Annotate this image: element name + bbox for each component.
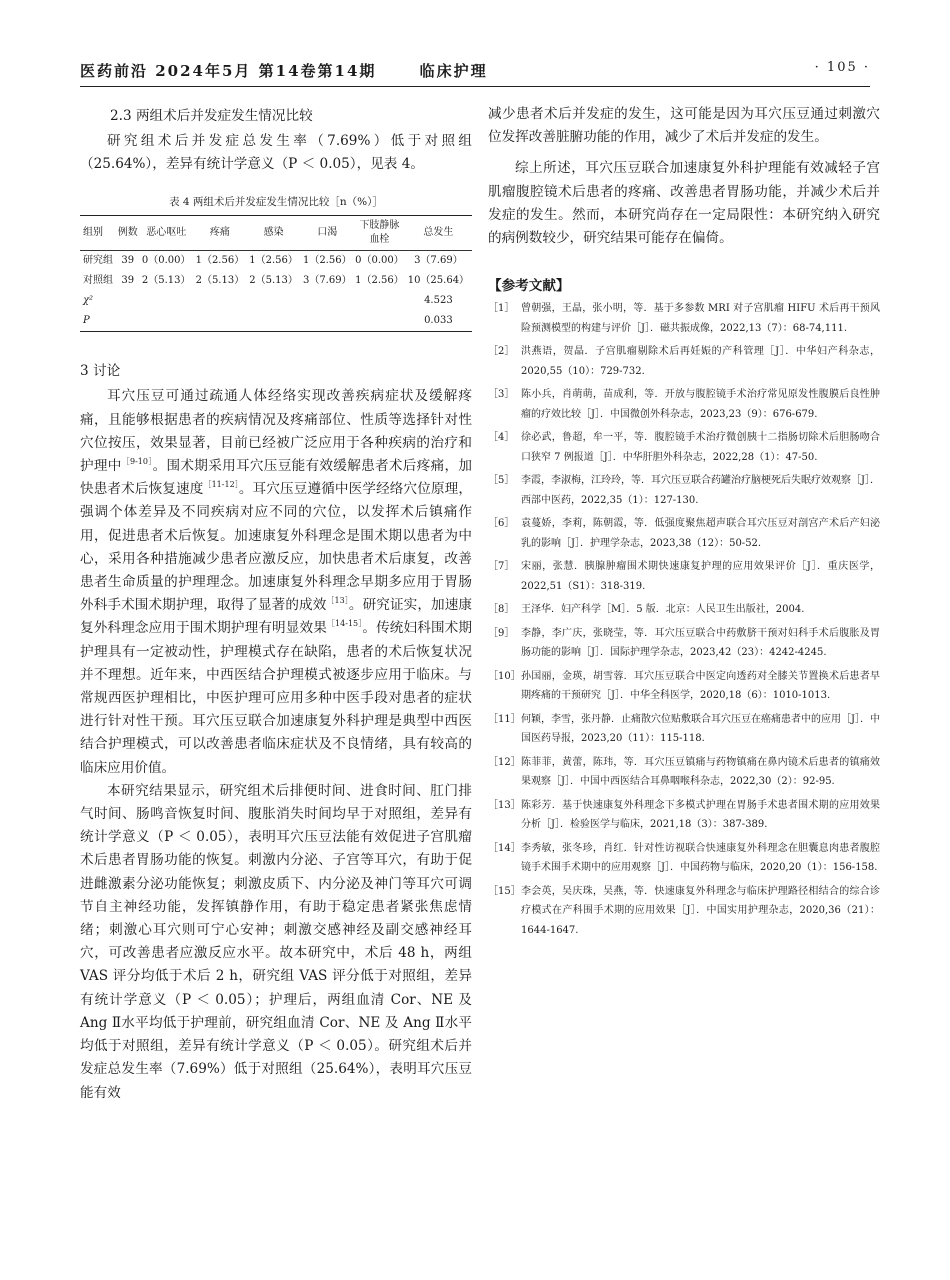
table-cell: 1（2.56） (355, 275, 404, 287)
table-cell (247, 311, 301, 332)
reference-item: ［11］ 何颖，李雪，张丹静．止痛散穴位贴敷联合耳穴压豆在癌痛患者中的应用［J］．中国医药导报，2023,20（11）：115-118. (488, 713, 881, 745)
reference-item: ［2］ 洪燕语，贺晶．子宫肌瘤剔除术后再妊娠的产科管理［J］．中华妇产科杂志，2020,55（10）：729-732. (488, 346, 880, 377)
citation: ［13］ (326, 596, 349, 606)
table-cell: 0.033 (405, 311, 472, 332)
reference-item: ［12］ 陈菲菲，黄蕾，陈玮，等．耳穴压豆镇痛与药物镇痛在鼻内镜术后患者的镇痛效果观察［J］．中国中西医结合耳鼻咽喉科杂志，2022,30（2）：92-95. (488, 756, 880, 788)
table-row (80, 311, 472, 332)
table-cell: 1（2.56） (302, 255, 352, 267)
reference-item: ［1］ 曾朝强，王晶，张小明，等．基于多参数 MRI 对子宫肌瘤 HIFU 术后再干预风险预测模型的构建与评价［J］．磁共振成像，2022,13（7）：68-74,111. (488, 303, 880, 334)
table-cell (193, 291, 247, 311)
discussion-paragraph-2: 本研究结果显示，研究组术后排便时间、进食时间、肛门排气时间、肠鸣音恢复时间、腹胀消失时间均早于对照组，差异有统计学意义（P ＜ 0.05），表明耳穴压豆法能有效促进子宫肌瘤术后患者胃肠功能的恢复。刺激内分泌、子宫等耳穴，有助于促进雌激素分泌功能恢复；刺激皮质下、内分泌及神门等耳穴可调节自主神经功能，发挥镇静作用，有助于稳定患者紧张焦虑情绪；刺激心耳穴则可宁心安神；刺激交感神经及副交感神经耳穴，可改善患者应激反应水平。故本研究中，术后 48 h，两组 VAS 评分均低于术后 2 h，研究组 VAS 评分低于对照组，差异有统计学意义（P ＜ 0.05）；护理后，两组血清 Cor、NE 及 Ang Ⅱ水平均低于护理前，研究组血清 Cor、NE 及 Ang Ⅱ水平均低于对照组，差异有统计学意义（P ＜ 0.05）。研究组术后并发症总发生率（7.69%）低于对照组（25.64%），表明耳穴压豆能有效 (80, 782, 472, 1101)
table-cell: 2（5.13） (195, 275, 245, 287)
table-cell (139, 291, 193, 311)
table-cell (247, 291, 301, 311)
reference-item: ［5］ 李霞，李淑梅，江玲玲，等．耳穴压豆联合药罐治疗脑梗死后失眠疗效观察［J］．西部中医药，2022,35（1）：127-130. (488, 475, 881, 506)
citation: ［11-12］ (203, 480, 239, 490)
references-title: 【参考文献】 (488, 278, 570, 295)
table-cell: 0（0.00） (141, 255, 191, 267)
table-cell: 研究组 (83, 255, 113, 267)
reference-item: ［3］ 陈小兵，肖萌萌，苗成利，等．开放与腹腔镜手术治疗常见原发性腹膜后良性肿瘤的疗效比较［J］．中国微创外科杂志，2023,23（9）：676-679. (488, 389, 880, 420)
discussion-paragraph-2-continued: 减少患者术后并发症的发生，这可能是因为耳穴压豆通过刺激穴位发挥改善脏腑功能的作用，减少了术后并发症的发生。 (488, 106, 880, 146)
reference-item: ［7］ 宋丽，张慧．胰腺肿瘤围术期快速康复护理的应用效果评价［J］．重庆医学，2022,51（S1）：318-319. (488, 561, 880, 592)
table-cell (354, 291, 405, 311)
table-header-cell: 下肢静脉血栓 (354, 216, 405, 251)
reference-item: ［10］ 孙国丽，金瑛，胡雪蓉．耳穴压豆联合中医定向透药对全膝关节置换术后患者早期疼痛的干预研究［J］．中华全科医学，2020,18（6）：1010-1013. (488, 670, 880, 702)
table-cell: 0（0.00） (355, 255, 404, 267)
table-cell: 39 (121, 275, 135, 287)
table-cell (116, 311, 139, 332)
discussion-paragraph-1: 耳穴压豆可通过疏通人体经络实现改善疾病症状及缓解疼痛，且能够根据患者的疾病情况及疼痛部位、性质等选择针对性穴位按压，效果显著，目前已经被广泛应用于各种疾病的治疗和护理中$^{[9-10]}$。围术期采用耳穴压豆能有效缓解患者术后疼痛，加快患者术后恢复速度$^{[11-12]}$。耳穴压豆遵循中医学经络穴位原理，强调个体差异及不同疾病对应不同的穴位，以发挥术后镇痛作用，促进患者术后恢复。加速康复外科理念是围术期以患者为中心，采用各种措施减少患者应激反应，加快患者术后康复，改善患者生命质量的护理理念。加速康复外科理念早期多应用于胃肠外科手术围术期护理，取得了显著的成效$^{[13]}$。研究证实，加速康复外科理念应用于围术期护理有明显效果$^{[14-15]}$。传统妇科围术期护理具有一定被动性，护理模式存在缺陷，患者的术后恢复状况并不理想。近年来，中西医结合护理模式被逐步应用于临床。与常规西医护理相比，中医护理可应用多种中医手段对患者的症状进行针对性干预。耳穴压豆联合加速康复外科护理是典型中西医结合护理模式，可以改善患者临床症状及不良情绪，具有较高的临床应用价值。 (80, 388, 473, 776)
table-cell: 2（5.13） (249, 275, 298, 287)
table-cell (354, 311, 405, 332)
table-cell (300, 311, 354, 332)
table-row (80, 271, 472, 291)
table-header-cell: 组别 (80, 216, 116, 251)
table-cell: χ² (83, 295, 94, 307)
reference-item: ［14］ 李秀敏，张冬珍，肖红．针对性访视联合快速康复外科理念在胆囊息肉患者腹腔镜手术围手术期中的应用观察［J］．中国药物与临床，2020,20（1）：156-158. (488, 842, 880, 874)
reference-list (488, 299, 880, 940)
page-number: · 105 · (814, 60, 870, 75)
journal-section: 临床护理 (419, 62, 488, 80)
table-cell: P (80, 311, 116, 332)
table-cell: 3（7.69） (414, 255, 463, 267)
table-cell: 4.523 (424, 295, 453, 307)
table-cell (139, 311, 193, 332)
reference-item: ［8］ 王泽华．妇产科学［M］．5 版．北京：人民卫生出版社，2004. (488, 604, 805, 616)
table-cell: 1（2.56） (195, 255, 245, 267)
running-header (80, 60, 870, 87)
table-cell: 10（25.64） (407, 275, 470, 287)
table-header-cell: 口渴 (300, 216, 354, 251)
table-cell: 1（2.56） (249, 255, 298, 267)
table-cell (193, 311, 247, 332)
table-header-cell: 疼痛 (193, 216, 247, 251)
reference-item: ［6］ 袁蔓娇，李莉，陈朝霞，等．低强度聚焦超声联合耳穴压豆对剖宫产术后产妇泌乳的影响［J］．护理学杂志，2023,38（12）：50-52. (488, 518, 880, 549)
journal-name: 医药前沿 (80, 62, 149, 80)
citation: ［14-15］ (326, 619, 363, 629)
table-header-cell: 例数 (116, 216, 139, 251)
journal-issue: 2024年5月 第14卷第14期 (155, 62, 377, 80)
section-2-3-paragraph: 研究组术后并发症总发生率（7.69%）低于对照组（25.64%），差异有统计学意义（P ＜ 0.05），见表 4。 (80, 133, 472, 173)
left-column (80, 103, 472, 1105)
table-header-cell: 感染 (247, 216, 301, 251)
right-column (488, 103, 880, 944)
table-4-caption: 表 4 两组术后并发症发生情况比较［n（%）］ (169, 196, 383, 209)
table-cell: 3（7.69） (302, 275, 352, 287)
table-4 (80, 215, 472, 332)
table-cell (300, 291, 354, 311)
table-cell: 39 (121, 255, 135, 267)
section-2-3-title: 2.3 两组术后并发症发生情况比较 (110, 108, 313, 124)
reference-item: ［4］ 徐必武，鲁超，牟一平，等．腹腔镜手术治疗微创胰十二指肠切除术后胆肠吻合口狭窄 7 例报道［J］．中华肝胆外科杂志，2022,28（1）：47-50. (488, 432, 880, 463)
table-row (80, 251, 472, 272)
table-cell: 对照组 (83, 275, 113, 287)
table-header-row (80, 216, 472, 251)
reference-item: ［13］ 陈彩芳．基于快速康复外科理念下多模式护理在胃肠手术患者围术期的应用效果分析［J］．检验医学与临床，2021,18（3）：387-389. (488, 799, 880, 831)
reference-item: ［15］ 李会英，吴庆珠，吴燕，等．快速康复外科理念与临床护理路径相结合的综合诊疗模式在产科围手术期的应用效果［J］．中国实用护理杂志，2020,36（21）：1644-1647. (488, 885, 880, 936)
table-header-cell: 恶心呕吐 (139, 216, 193, 251)
reference-item: ［9］ 李静，李广庆，张晓莹，等．耳穴压豆联合中药敷脐干预对妇科手术后腹胀及胃肠功能的影响［J］．国际护理学杂志，2023,42（23）：4242-4245. (488, 627, 880, 659)
conclusion-paragraph: 综上所述，耳穴压豆联合加速康复外科护理能有效减轻子宫肌瘤腹腔镜术后患者的疼痛、改善患者胃肠功能，并减少术后并发症的发生。然而，本研究尚存在一定局限性：本研究纳入研究的病例数较少，研究结果可能存在偏倚。 (488, 160, 880, 247)
section-3-title: 3 讨论 (80, 363, 121, 380)
table-row (80, 291, 472, 311)
table-cell (116, 291, 139, 311)
table-cell: 2（5.13） (141, 275, 191, 287)
citation: ［9-10］ (121, 457, 153, 467)
table-header-cell: 总发生 (405, 216, 472, 251)
